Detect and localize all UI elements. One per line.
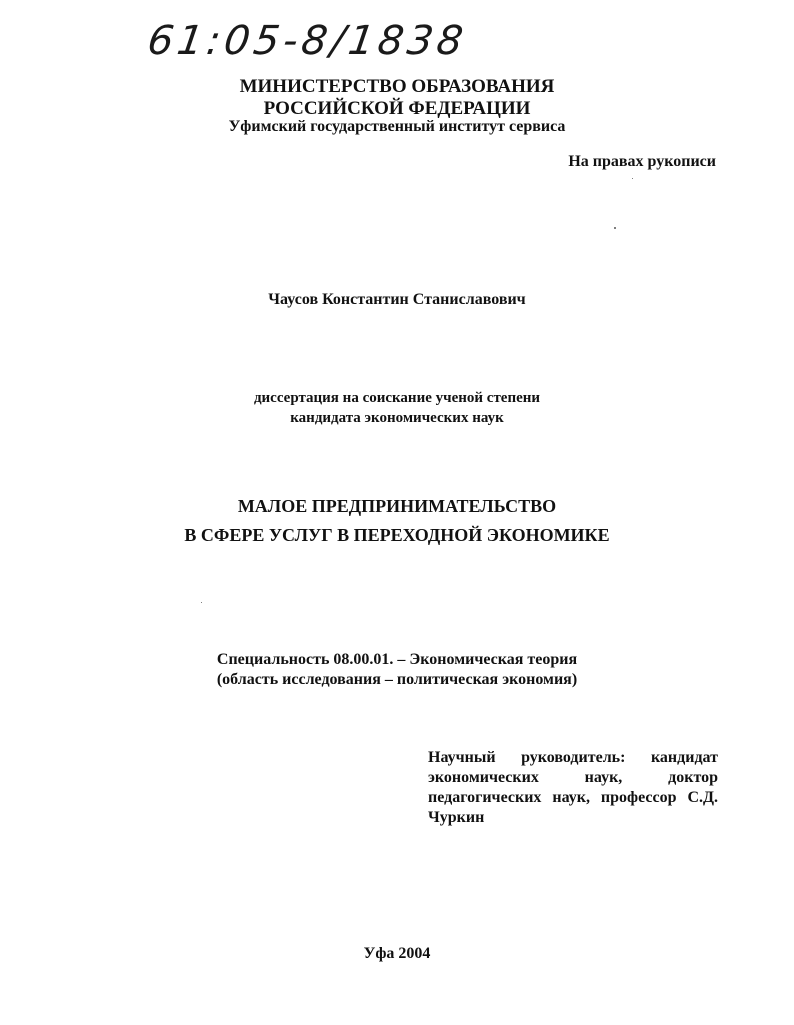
degree-line-2: кандидата экономических наук [290,410,504,426]
dissertation-title-line-2: В СФЕРЕ УСЛУГ В ПЕРЕХОДНОЙ ЭКОНОМИКЕ [184,525,610,545]
specialty-line-1: Специальность 08.00.01. – Экономическая теория [216,651,578,668]
specialty-line-2: (область исследования – политическая экономия) [216,671,578,688]
dissertation-title-line-1: МАЛОЕ ПРЕДПРИНИМАТЕЛЬСТВО [237,496,557,516]
scientific-advisor: Научный руководитель: кандидат экономических наук, доктор педагогических наук, профессор С.Д. Чуркин [428,749,718,826]
ministry-line-1: МИНИСТЕРСТВО ОБРАЗОВАНИЯ [239,76,555,97]
handwritten-archive-number: 61:05-8/1838 [144,18,470,64]
degree-line-1: диссертация на соискание ученой степени [253,390,541,406]
city-year: Уфа 2004 [363,945,431,962]
ministry-line-2: РОССИЙСКОЙ ФЕДЕРАЦИИ [263,98,531,119]
scan-speck [201,602,202,603]
scan-speck [614,227,616,229]
scan-speck [632,178,633,179]
institute-name: Уфимский государственный институт сервиса [228,118,566,135]
author-name: Чаусов Константин Станиславович [268,291,526,308]
rights-note: На правах рукописи [568,153,716,170]
